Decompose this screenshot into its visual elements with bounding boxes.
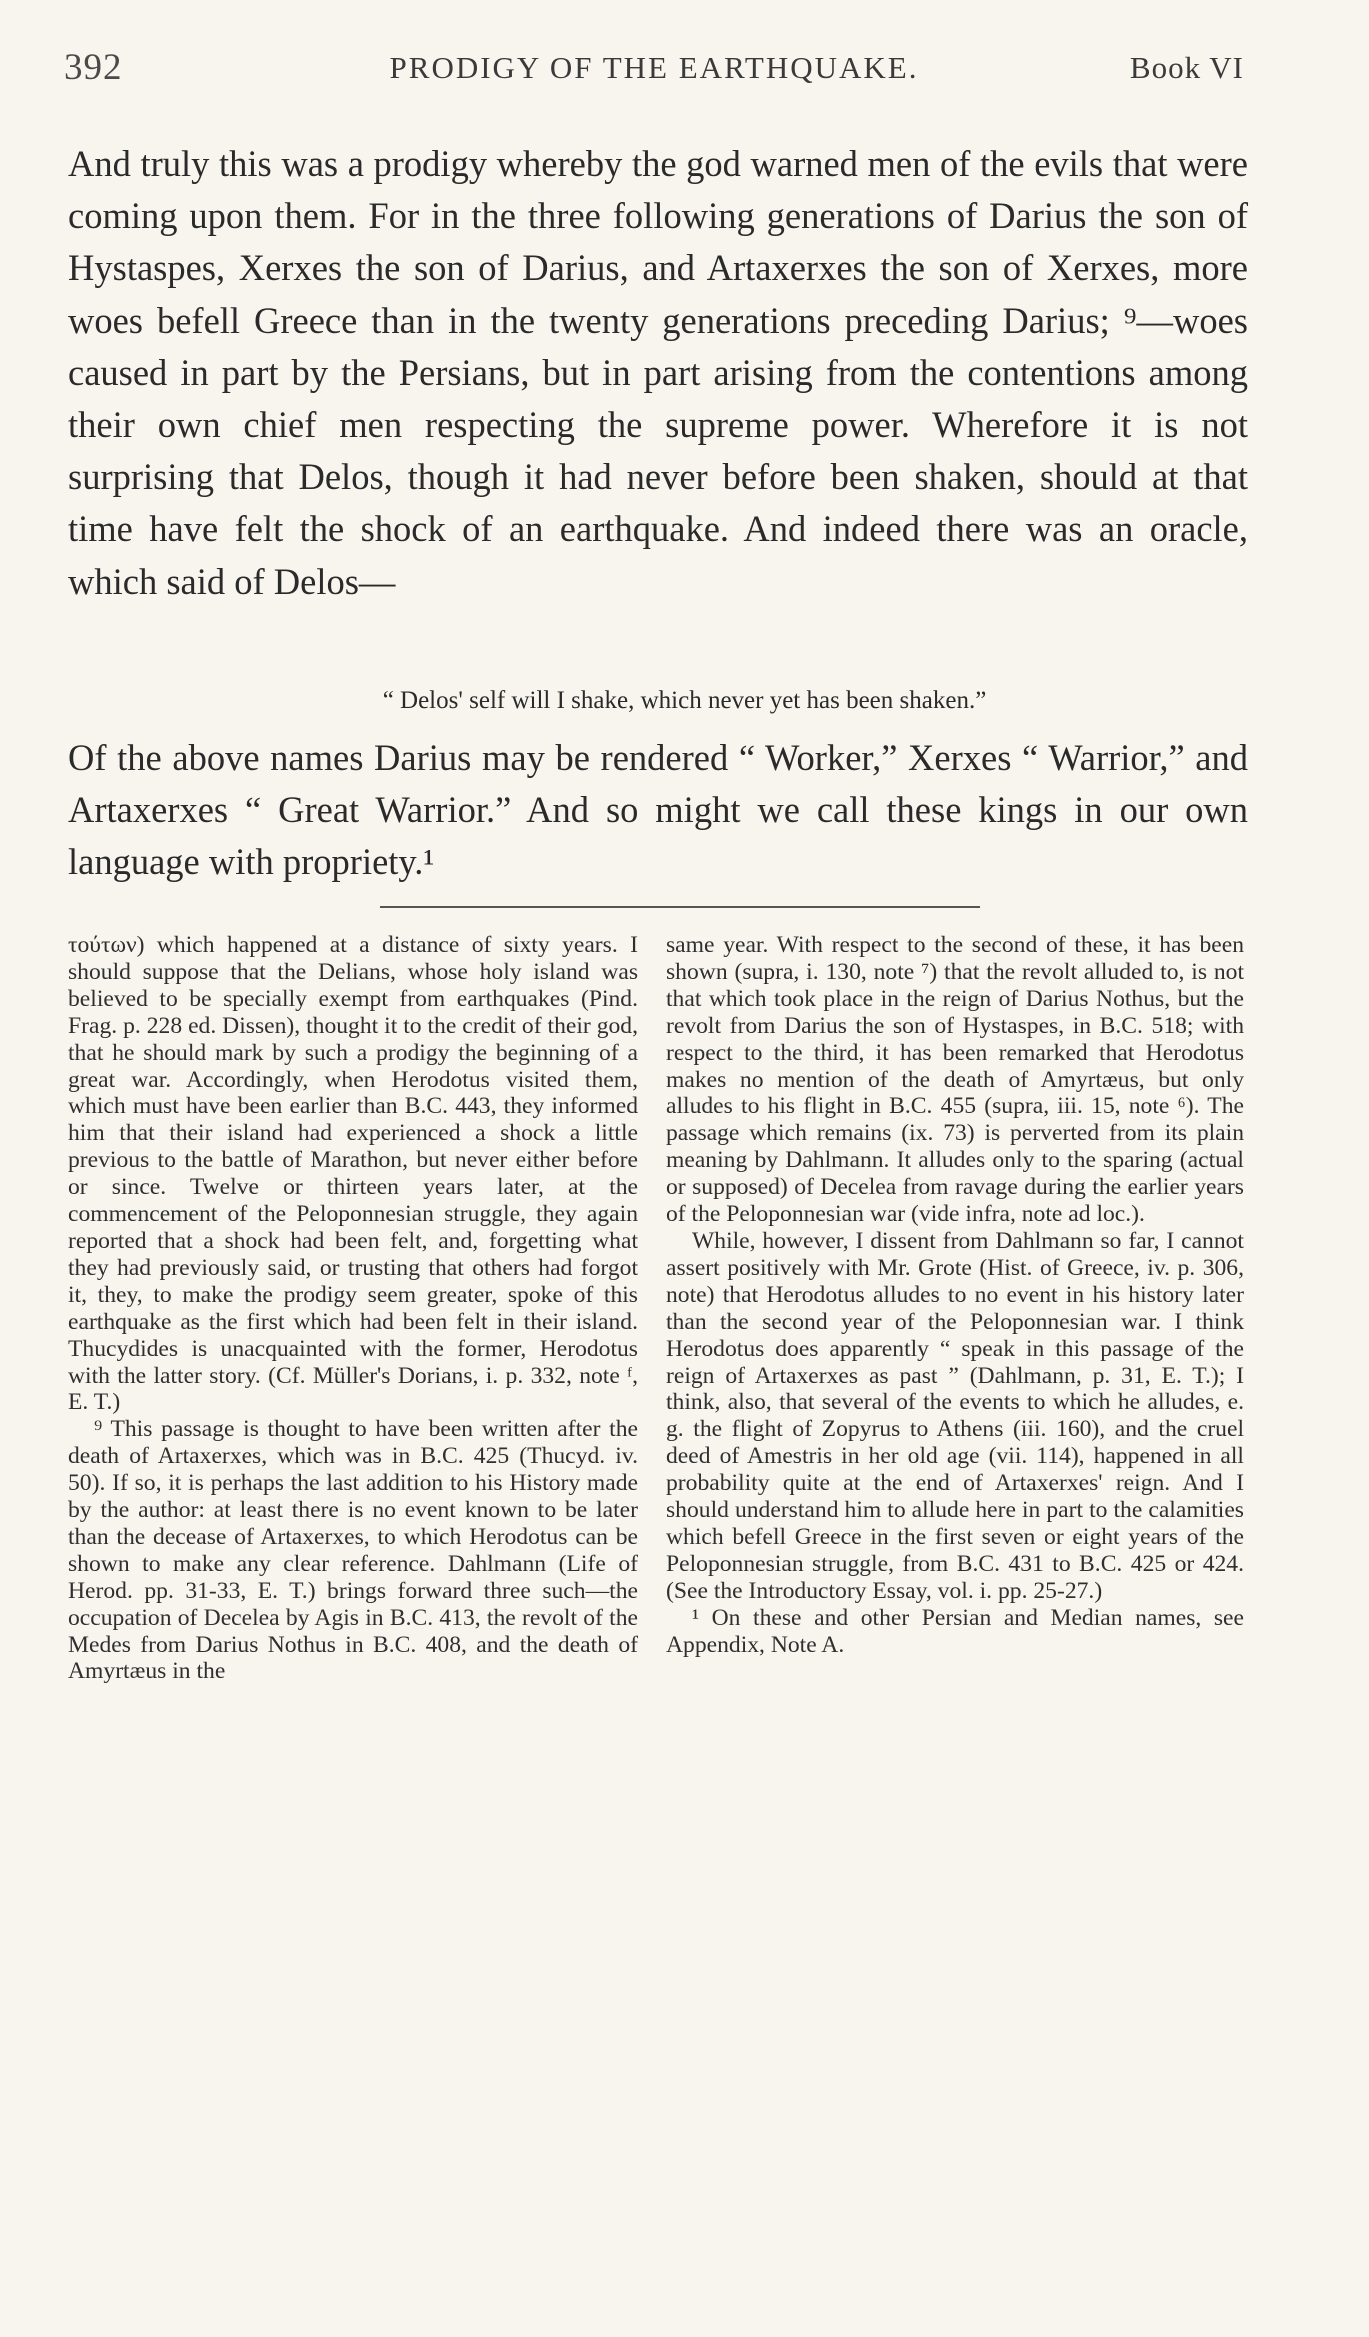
footnote-9-continuation: same year. With respect to the second of these, it has been shown (supra, i. 130, note ⁷) that the revolt alluded to, is not that which took place in the reign of Darius Nothus, but the revolt from Darius the son of Hystaspes, in B.C. 518; with respect to the third, it has been remarked that Herodotus makes no mention of the death of Amyrtæus, but only alludes to his flight in B.C. 455 (supra, iii. 15, note ⁶). The passage which remains (ix. 73) is perverted from its plain meaning by Dahlmann. It alludes only to the sparing (actual or supposed) of Decelea from ravage during the earlier years of the Peloponnesian war (vide infra, note ad loc.). [666, 932, 1244, 1228]
main-text-block [68, 138, 1248, 608]
main-text-block-2 [68, 732, 1248, 889]
oracle-verse: “ Delos' self will I shake, which never yet has been shaken.” [382, 687, 987, 714]
body-paragraph-2: Of the above names Darius may be rendered “ Worker,” Xerxes “ Warrior,” and Artaxerxes “ Great Warrior.” And so might we call these kings in our own language with propriety.¹ [68, 737, 1248, 883]
footnotes-left-column [68, 932, 638, 1685]
body-paragraph: And truly this was a prodigy whereby the god warned men of the evils that were coming upon them. For in the three following generations of Darius the son of Hystaspes, Xerxes the son of Darius, and Artaxerxes the son of Xerxes, more woes befell Greece than in the twenty generations preceding Darius; ⁹—woes caused in part by the Persians, but in part arising from the contentions among their own chief men respecting the supreme power. Wherefore it is not surprising that Delos, though it had never before been shaken, should at that time have felt the shock of an earthquake. And indeed there was an oracle, which said of Delos— [68, 143, 1248, 602]
footnote-9: ⁹ This passage is thought to have been written after the death of Artaxerxes, which was in B.C. 425 (Thucyd. iv. 50). If so, it is perhaps the last addition to his History made by the author: at least there is no event known to be later than the decease of Artaxerxes, to which Herodotus can be shown to make any clear reference. Dahlmann (Life of Herod. pp. 31-33, E. T.) brings forward three such—the occupation of Decelea by Agis in B.C. 413, the revolt of the Medes from Darius Nothus in B.C. 408, and the death of Amyrtæus in the [68, 1416, 638, 1685]
footnote-continuation: τούτων) which happened at a distance of sixty years. I should suppose that the Delians, whose holy island was believed to be specially exempt from earthquakes (Pind. Frag. p. 228 ed. Dissen), thought it to the credit of their god, that he should mark by such a prodigy the beginning of a great war. Accordingly, when Herodotus visited them, which must have been earlier than B.C. 443, they informed him that their island had experienced a shock a little previous to the battle of Marathon, but never either before or since. Twelve or thirteen years later, at the commencement of the Peloponnesian struggle, they again reported that a shock had been felt, and, forgetting what they had previously said, or trusting that others had forgot it, they, to make the prodigy seem greater, spoke of this earthquake as the first which had been felt in their island. Thucydides is unacquainted with the former, Herodotus with the latter story. (Cf. Müller's Dorians, i. p. 332, note ᶠ, E. T.) [68, 932, 638, 1416]
footnote-9-paragraph-2: While, however, I dissent from Dahlmann so far, I cannot assert positively with Mr. Grote (Hist. of Greece, iv. p. 306, note) that Herodotus alludes to no event in his history later than the second year of the Peloponnesian war. I think Herodotus does apparently “ speak in this passage of the reign of Artaxerxes as past ” (Dahlmann, p. 31, E. T.); I think, also, that several of the events to which he alludes, e. g. the flight of Zopyrus to Athens (iii. 160), and the cruel deed of Amestris in her old age (vii. 114), happened in all probability quite at the end of Artaxerxes' reign. And I should understand him to allude here in part to the calamities which befell Greece in the first seven or eight years of the Peloponnesian struggle, from B.C. 431 to B.C. 425 or 424. (See the Introductory Essay, vol. i. pp. 25-27.) [666, 1227, 1244, 1604]
running-header [64, 46, 1244, 100]
footnote-1: ¹ On these and other Persian and Median names, see Appendix, Note A. [666, 1604, 1244, 1658]
footnotes-right-column [666, 932, 1244, 1658]
running-title: PRODIGY OF THE EARTHQUAKE. [389, 50, 919, 85]
page-number: 392 [64, 47, 123, 88]
book-label: Book VI [1129, 50, 1244, 85]
footnote-divider [380, 906, 980, 908]
